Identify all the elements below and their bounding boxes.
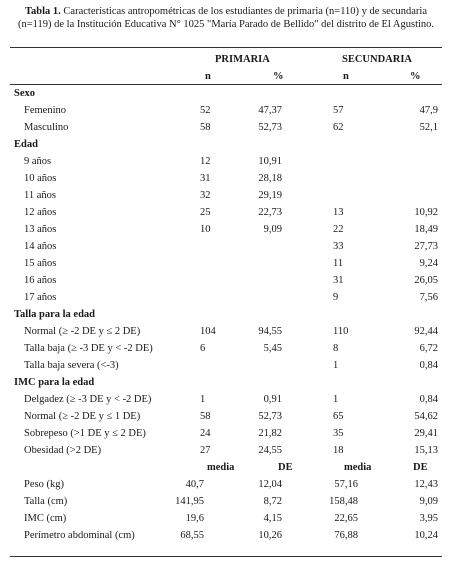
primaria-n-header: n <box>205 71 211 82</box>
section-label: Edad <box>14 139 38 150</box>
table-row <box>10 391 442 408</box>
table-row <box>10 272 442 289</box>
secundaria-pct-cell: 15,13 <box>414 445 438 456</box>
table-row <box>10 102 442 119</box>
primaria-header: PRIMARIA <box>215 54 270 65</box>
secundaria-n-cell: 18 <box>333 445 344 456</box>
section-row <box>10 85 442 102</box>
row-label: Talla baja severa (<-3) <box>24 360 119 371</box>
primaria-pct-cell: 52,73 <box>258 122 282 133</box>
table-row <box>10 408 442 425</box>
table-row <box>10 187 442 204</box>
row-label: 14 años <box>24 241 57 252</box>
stats-label: Perímetro abdominal (cm) <box>24 530 135 541</box>
table-row <box>10 170 442 187</box>
secundaria-pct-cell: 52,1 <box>419 122 438 133</box>
secundaria-header: SECUNDARIA <box>342 54 413 65</box>
stats-row <box>10 527 442 544</box>
secundaria-pct-cell: 0,84 <box>419 360 438 371</box>
secundaria-pct-cell: 29,41 <box>414 428 438 439</box>
secundaria-de-cell: 3,95 <box>419 513 438 524</box>
primaria-n-cell: 6 <box>200 343 206 354</box>
secundaria-media-header: media <box>344 462 372 473</box>
secundaria-n-cell: 35 <box>333 428 344 439</box>
table-row <box>10 289 442 306</box>
top-rule <box>10 47 442 48</box>
secundaria-de-cell: 12,43 <box>414 479 438 490</box>
secundaria-de-cell: 9,09 <box>419 496 438 507</box>
primaria-de-cell: 8,72 <box>263 496 282 507</box>
secundaria-pct-cell: 54,62 <box>414 411 438 422</box>
primaria-de-cell: 10,26 <box>258 530 282 541</box>
section-label: Talla para la edad <box>14 309 96 320</box>
table-row <box>10 119 442 136</box>
secundaria-pct-cell: 0,84 <box>419 394 438 405</box>
table-row <box>10 221 442 238</box>
secundaria-n-cell: 1 <box>333 360 339 371</box>
table-caption <box>10 6 442 31</box>
row-label: Delgadez (≥ -3 DE y < -2 DE) <box>24 394 152 405</box>
row-label: Masculino <box>24 122 69 133</box>
primaria-media-cell: 68,55 <box>180 530 204 541</box>
row-label: 9 años <box>24 156 52 167</box>
stats-row <box>10 493 442 510</box>
primaria-n-cell: 58 <box>200 122 211 133</box>
secundaria-n-cell: 11 <box>333 258 344 269</box>
bottom-rule <box>10 556 442 557</box>
secundaria-pct-cell: 6,72 <box>419 343 438 354</box>
table-row <box>10 425 442 442</box>
primaria-n-cell: 104 <box>200 326 216 337</box>
table-row <box>10 238 442 255</box>
table-row <box>10 442 442 459</box>
secundaria-n-cell: 110 <box>333 326 349 337</box>
row-label: Talla baja (≥ -3 DE y < -2 DE) <box>24 343 153 354</box>
secundaria-de-header: DE <box>413 462 428 473</box>
primaria-pct-cell: 24,55 <box>258 445 282 456</box>
caption-text: Características antropométricas de los estudiantes de primaria (n=110) y de secundaria (n=119) de la Institución Educativa N° 1025 "María Parado de Bellido" del distrito de El Agustino. <box>17 6 435 30</box>
section-label: Sexo <box>14 88 35 99</box>
primaria-media-cell: 141,95 <box>175 496 204 507</box>
primaria-pct-header: % <box>273 71 284 82</box>
secundaria-media-cell: 76,88 <box>334 530 358 541</box>
primaria-de-cell: 4,15 <box>263 513 282 524</box>
table-row <box>10 255 442 272</box>
secundaria-media-cell: 158,48 <box>329 496 358 507</box>
primaria-pct-cell: 9,09 <box>263 224 282 235</box>
row-label: 16 años <box>24 275 57 286</box>
secundaria-n-cell: 31 <box>333 275 344 286</box>
primaria-de-cell: 12,04 <box>258 479 282 490</box>
primaria-n-cell: 1 <box>200 394 206 405</box>
row-label: Normal (≥ -2 DE y ≤ 2 DE) <box>24 326 141 337</box>
primaria-n-cell: 10 <box>200 224 211 235</box>
stats-label: Peso (kg) <box>24 479 64 490</box>
primaria-media-cell: 40,7 <box>185 479 204 490</box>
secundaria-n-cell: 9 <box>333 292 339 303</box>
secundaria-n-cell: 57 <box>333 105 344 116</box>
secundaria-n-cell: 33 <box>333 241 344 252</box>
secundaria-pct-cell: 18,49 <box>414 224 438 235</box>
table-row <box>10 357 442 374</box>
primaria-pct-cell: 28,18 <box>258 173 282 184</box>
table-number: Tabla 1. <box>25 6 61 17</box>
section-row <box>10 374 442 391</box>
primaria-pct-cell: 94,55 <box>258 326 282 337</box>
section-row <box>10 306 442 323</box>
stats-label: Talla (cm) <box>24 496 68 507</box>
secundaria-pct-cell: 92,44 <box>414 326 438 337</box>
row-label: 10 años <box>24 173 57 184</box>
primaria-n-cell: 58 <box>200 411 211 422</box>
section-label: IMC para la edad <box>14 377 95 388</box>
table-row <box>10 340 442 357</box>
primaria-n-cell: 32 <box>200 190 211 201</box>
stats-body <box>10 476 442 544</box>
table-row <box>10 204 442 221</box>
primaria-pct-cell: 29,19 <box>258 190 282 201</box>
row-label: Femenino <box>24 105 66 116</box>
secundaria-pct-cell: 27,73 <box>414 241 438 252</box>
primaria-n-cell: 31 <box>200 173 211 184</box>
stats-row <box>10 510 442 527</box>
secundaria-n-cell: 62 <box>333 122 344 133</box>
table-body <box>10 85 442 459</box>
secundaria-n-cell: 65 <box>333 411 344 422</box>
secundaria-pct-cell: 26,05 <box>414 275 438 286</box>
header-columns-row <box>10 68 442 85</box>
primaria-pct-cell: 22,73 <box>258 207 282 218</box>
primaria-pct-cell: 52,73 <box>258 411 282 422</box>
secundaria-pct-cell: 9,24 <box>419 258 438 269</box>
secundaria-pct-header: % <box>410 71 421 82</box>
table-row <box>10 323 442 340</box>
primaria-n-cell: 27 <box>200 445 211 456</box>
primaria-pct-cell: 0,91 <box>263 394 282 405</box>
stats-header-row <box>10 459 442 476</box>
primaria-pct-cell: 5,45 <box>263 343 282 354</box>
row-label: 12 años <box>24 207 57 218</box>
secundaria-media-cell: 22,65 <box>334 513 358 524</box>
primaria-de-header: DE <box>278 462 293 473</box>
header-group-row <box>10 51 442 68</box>
section-row <box>10 136 442 153</box>
secundaria-n-cell: 22 <box>333 224 344 235</box>
secundaria-n-cell: 8 <box>333 343 339 354</box>
row-label: Sobrepeso (>1 DE y ≤ 2 DE) <box>24 428 146 439</box>
secundaria-n-cell: 1 <box>333 394 339 405</box>
primaria-n-cell: 52 <box>200 105 211 116</box>
primaria-n-cell: 12 <box>200 156 211 167</box>
row-label: Obesidad (>2 DE) <box>24 445 102 456</box>
stats-label: IMC (cm) <box>24 513 67 524</box>
primaria-n-cell: 25 <box>200 207 211 218</box>
secundaria-n-header: n <box>343 71 349 82</box>
primaria-pct-cell: 10,91 <box>258 156 282 167</box>
secundaria-pct-cell: 47,9 <box>419 105 438 116</box>
secundaria-n-cell: 13 <box>333 207 344 218</box>
row-label: 13 años <box>24 224 57 235</box>
table-row <box>10 153 442 170</box>
secundaria-pct-cell: 7,56 <box>419 292 438 303</box>
primaria-pct-cell: 21,82 <box>258 428 282 439</box>
primaria-pct-cell: 47,37 <box>258 105 282 116</box>
secundaria-pct-cell: 10,92 <box>414 207 438 218</box>
primaria-media-cell: 19,6 <box>185 513 204 524</box>
anthropometric-table <box>10 51 442 544</box>
secundaria-media-cell: 57,16 <box>334 479 358 490</box>
row-label: 15 años <box>24 258 57 269</box>
primaria-media-header: media <box>207 462 235 473</box>
stats-row <box>10 476 442 493</box>
row-label: Normal (≥ -2 DE y ≤ 1 DE) <box>24 411 141 422</box>
secundaria-de-cell: 10,24 <box>414 530 438 541</box>
primaria-n-cell: 24 <box>200 428 211 439</box>
row-label: 17 años <box>24 292 57 303</box>
row-label: 11 años <box>24 190 56 201</box>
